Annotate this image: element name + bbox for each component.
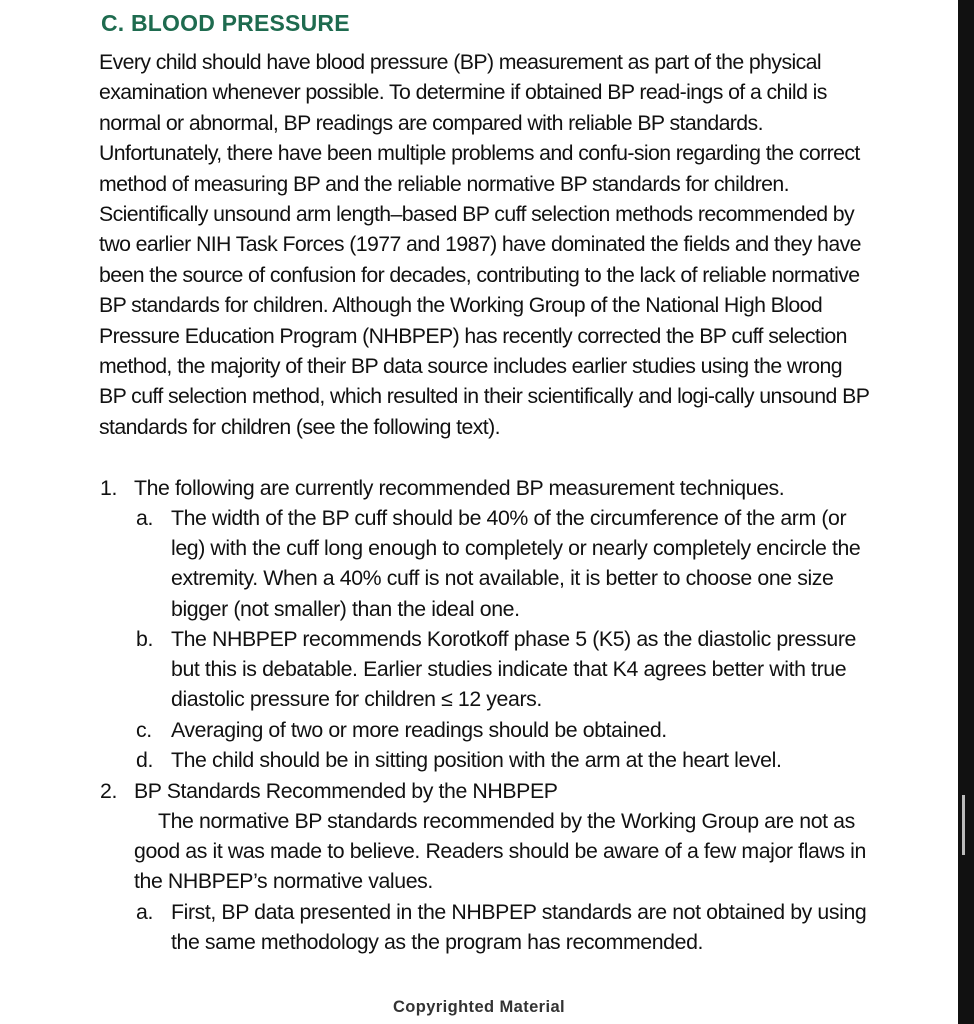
list-marker-1: 1. (100, 476, 117, 500)
sub-marker-2a: a. (136, 900, 153, 924)
list-item-2-title: BP Standards Recommended by the NHBPEP (134, 779, 558, 803)
sub-item-1c-text: Averaging of two or more readings should be obtained. (171, 718, 667, 742)
sub-marker-1c: c. (136, 718, 152, 742)
list-item-2-paragraph-text: The normative BP standards recommended by the Working Group are not as good as it was made to believe. Readers should be aware of a few major flaws in the NHBPEP’s normative values. (134, 809, 866, 894)
sub-item-2a-text: First, BP data presented in the NHBPEP standards are not obtained by using the same methodology as the program has recommended. (171, 900, 867, 955)
sub-item-1a-text: The width of the BP cuff should be 40% of the circumference of the arm (or leg) with the cuff long enough to completely or nearly completely encircle the extremity. When a 40% cuff is not available, it is better to choose one size bigger (not smaller) than the ideal one. (171, 506, 861, 621)
copyright-footer: Copyrighted Material (392, 998, 566, 1016)
scroll-indicator (962, 795, 965, 855)
list-item-1-title: The following are currently recommended BP measurement techniques. (134, 476, 785, 500)
page-edge (958, 0, 974, 1024)
list-marker-2: 2. (100, 779, 117, 803)
sub-item-1b-text: The NHBPEP recommends Korotkoff phase 5 (K5) as the diastolic pressure but this is debatable. Earlier studies indicate that K4 agrees better with true diastolic pressure for children ≤ 12 years. (171, 627, 856, 712)
sub-item-1d-text: The child should be in sitting position with the arm at the heart level. (171, 748, 782, 772)
sub-marker-1d: d. (136, 748, 153, 772)
sub-marker-1b: b. (136, 627, 153, 651)
sub-marker-1a: a. (136, 506, 153, 530)
intro-paragraph: Every child should have blood pressure (BP) measurement as part of the physical examination whenever possible. To determine if obtained BP read-ings of a child is normal or abnormal, BP readings are compared with reliable BP standards. Unfortunately, there have been multiple problems and confu-sion regarding the correct method of measuring BP and the reliable normative BP standards for children. Scientifically unsound arm length–based BP cuff selection methods recommended by two earlier NIH Task Forces (1977 and 1987) have dominated the fields and they have been the source of confusion for decades, contributing to the lack of reliable normative BP standards for children. Although the Working Group of the National High Blood Pressure Education Program (NHBPEP) has recently corrected the BP cuff selection method, the majority of their BP data source includes earlier studies using the wrong BP cuff selection method, which resulted in their scientifically and logi-cally unsound BP standards for children (see the following text). (99, 50, 869, 439)
section-heading: C. BLOOD PRESSURE (101, 10, 350, 36)
